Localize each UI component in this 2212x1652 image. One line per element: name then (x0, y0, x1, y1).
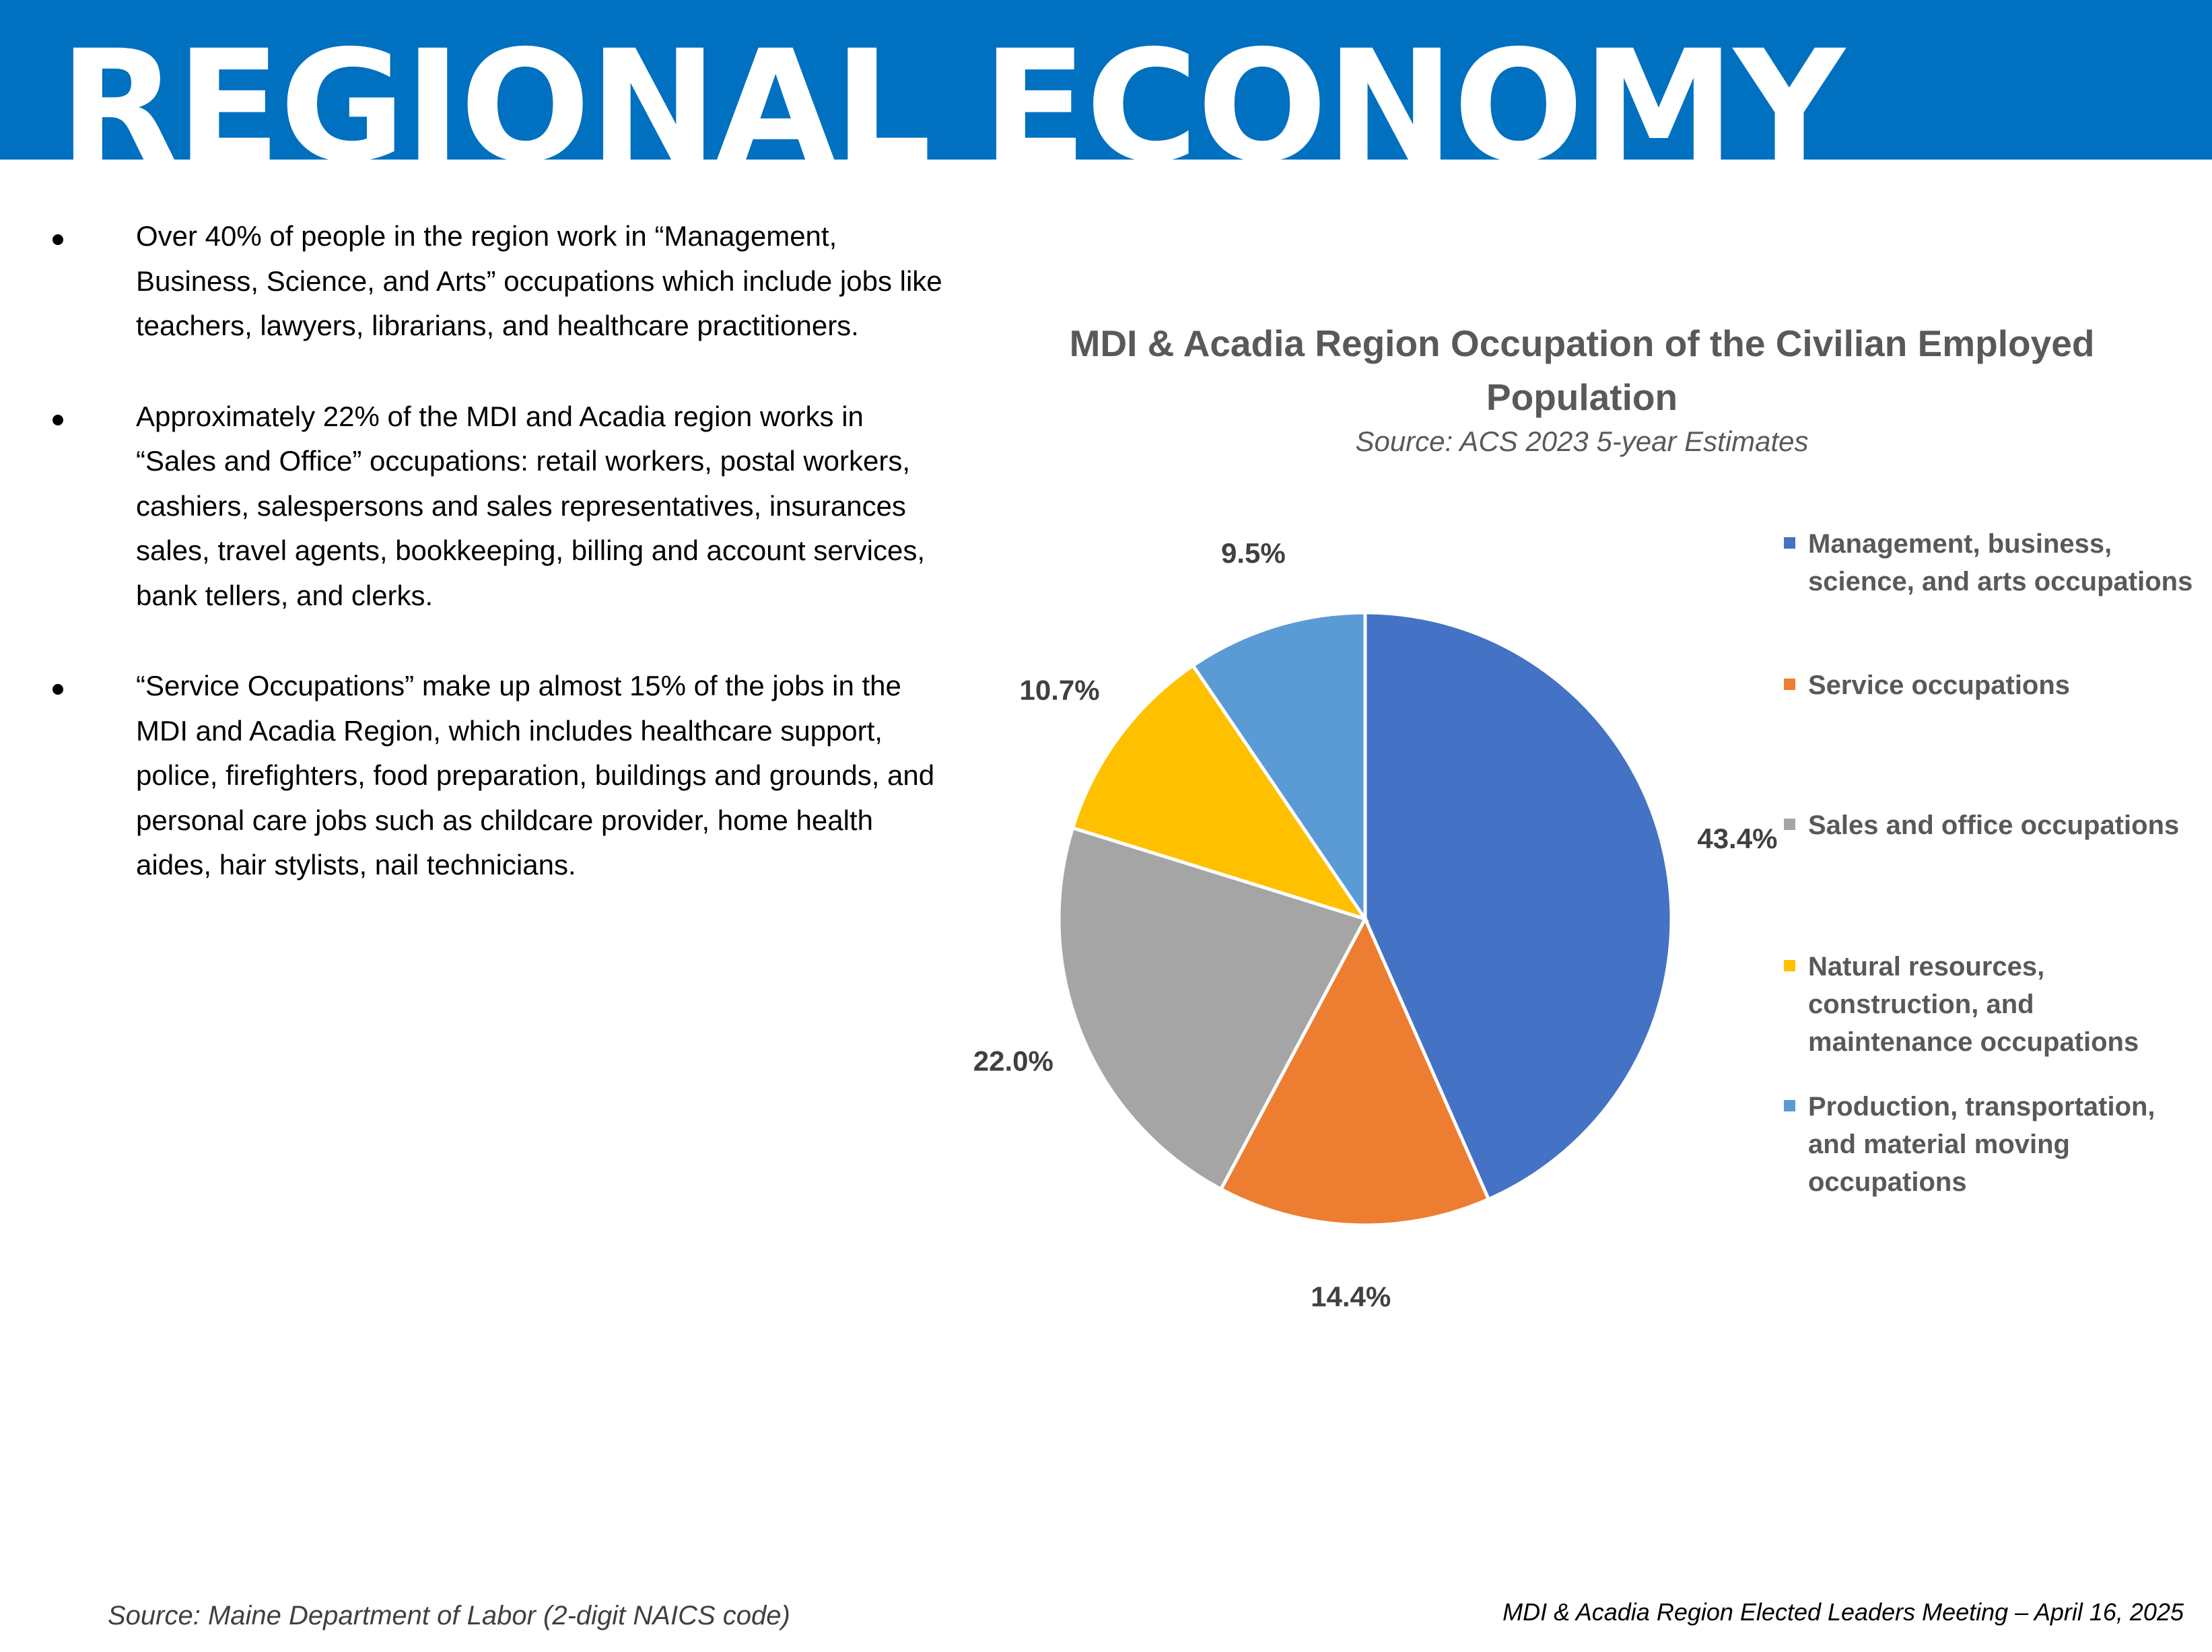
legend-label: Natural resources, construction, and maintenance occupations (1808, 952, 2139, 1057)
legend-swatch (1784, 819, 1795, 830)
legend-label: Management, business, science, and arts occupations (1808, 529, 2193, 596)
legend-label: Service occupations (1808, 670, 2071, 700)
pie-data-label: 10.7% (1019, 674, 1100, 706)
legend-swatch (1784, 537, 1795, 549)
legend-swatch (1784, 960, 1795, 971)
legend-label: Sales and office occupations (1808, 811, 2180, 840)
chart-title: MDI & Acadia Region Occupation of the Civilian Employed Population (1069, 322, 2095, 418)
pie-data-label: 22.0% (973, 1045, 1053, 1077)
legend-swatch (1784, 679, 1795, 690)
pie-data-label: 43.4% (1697, 822, 1778, 854)
pie-data-label: 14.4% (1311, 1280, 1391, 1313)
bullet-text: Over 40% of people in the region work in “Management, Business, Science, and Arts” occupations which include jobs like teachers, lawyers, librarians, and healthcare practitioners. (136, 220, 942, 341)
legend-label: Production, transportation, and material moving occupations (1808, 1092, 2155, 1197)
chart-subtitle: Source: ACS 2023 5-year Estimates (1355, 425, 1809, 457)
footer-source: Source: Maine Department of Labor (2-digit NAICS code) (108, 1601, 790, 1630)
pie-data-label: 9.5% (1221, 537, 1286, 570)
legend-swatch (1784, 1100, 1795, 1111)
footer-meeting: MDI & Acadia Region Elected Leaders Meeting – April 16, 2025 (1502, 1598, 2184, 1626)
bullet-text: “Service Occupations” make up almost 15% of the jobs in the MDI and Acadia Region, which includes healthcare support, police, firefighters, food preparation, buildings and grounds, and personal care jobs such as childcare provider, home health aides, hair stylists, nail technicians. (136, 670, 935, 881)
page-title: REGIONAL ECONOMY (59, 17, 1844, 196)
bullet-text: Approximately 22% of the MDI and Acadia region works in “Sales and Office” occupations: retail workers, postal workers, cashiers, salespersons and sales representatives, insurances sales, travel agents, bookkeeping, billing and account services, bank tellers, and clerks. (136, 400, 926, 611)
